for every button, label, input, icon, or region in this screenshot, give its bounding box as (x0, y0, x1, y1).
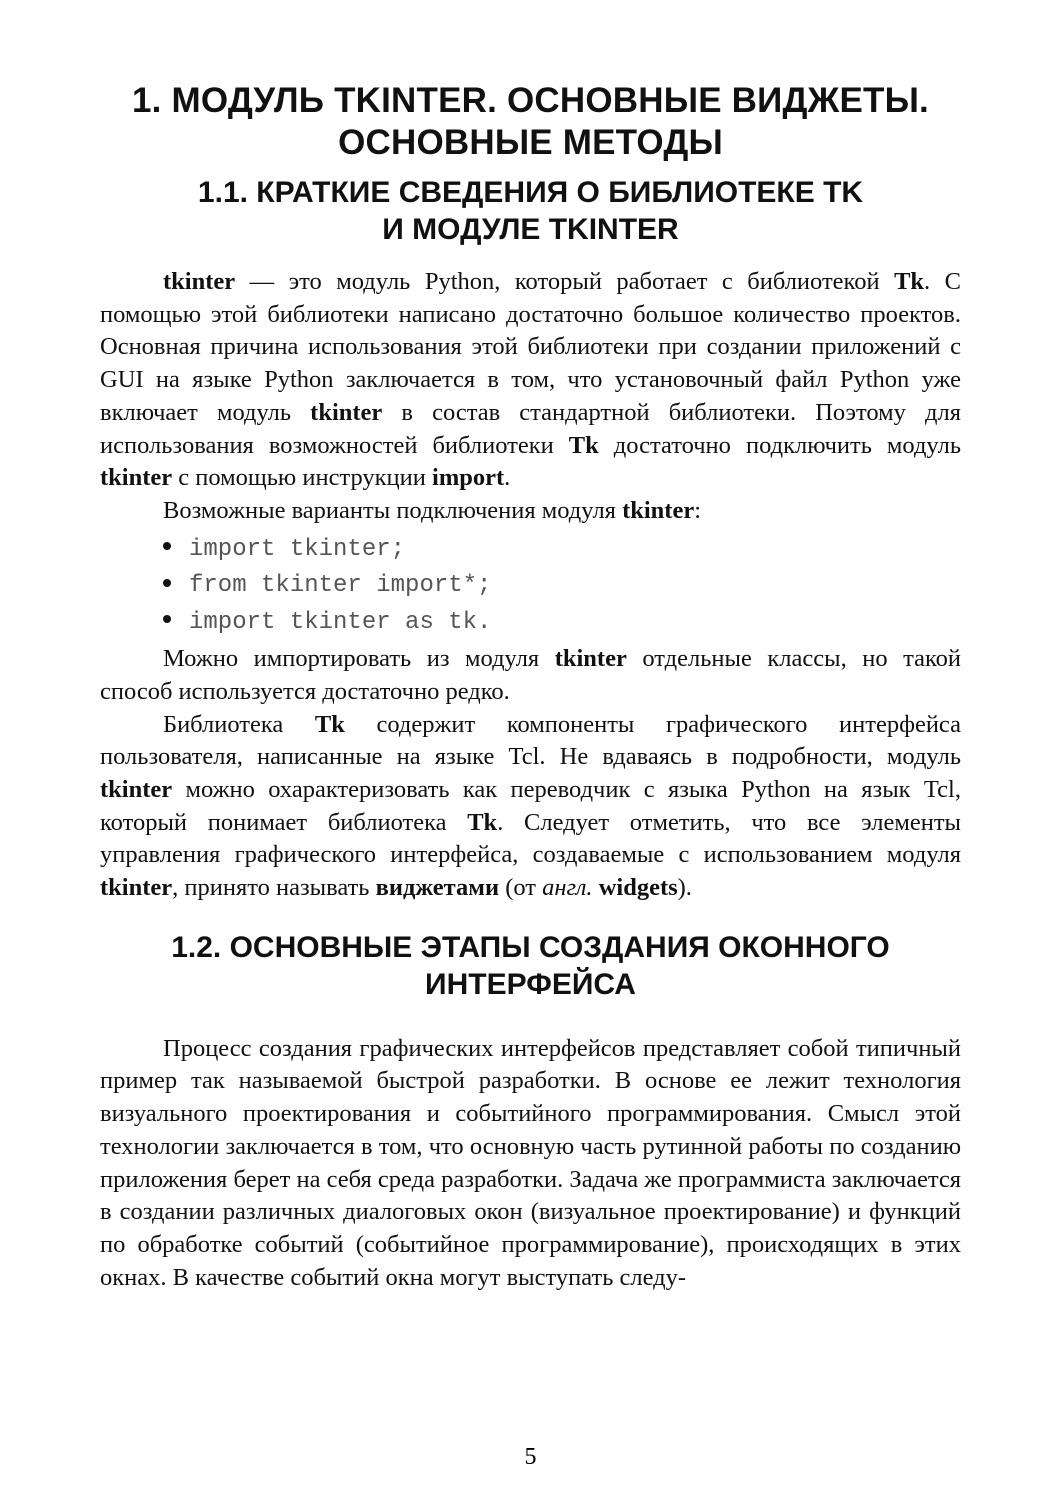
term-tk: Tk (568, 431, 599, 459)
paragraph-tkinter-intro (100, 266, 961, 495)
chapter-title (100, 80, 961, 164)
list-item (163, 532, 961, 569)
text-segment: ). (677, 874, 692, 902)
bullet-icon (163, 615, 171, 623)
term-tkinter: tkinter (163, 268, 236, 295)
term-tkinter: tkinter (100, 775, 173, 803)
text-segment: . (504, 464, 511, 492)
term-tkinter: tkinter (100, 874, 173, 902)
section-1-1-title-line-2: И МОДУЛЕ TKINTER (382, 213, 679, 246)
section-1-2-title (100, 929, 961, 1003)
paragraph-import-classes (100, 643, 961, 708)
text-segment: в состав стандартной библиотеки. Поэтому для использования возможностей библиотеки (100, 398, 961, 459)
text-segment: содержит компоненты графического интерфейса пользователя, написанные на языке Tcl. Не вдаваясь в подробности, модуль (100, 710, 961, 771)
term-tkinter: tkinter (310, 398, 383, 426)
code-text: from tkinter import*; (189, 572, 492, 600)
import-variants-list (100, 532, 961, 642)
text-segment: Возможные варианты подключения модуля (163, 496, 623, 524)
text-segment: (от (499, 874, 543, 902)
code-text: import tkinter; (189, 535, 406, 563)
chapter-title-line-1: 1. МОДУЛЬ TKINTER. ОСНОВНЫЕ ВИДЖЕТЫ. (132, 81, 929, 120)
text-segment: с помощью инструкции (172, 464, 433, 492)
term-widgets-en: widgets (598, 874, 678, 902)
paragraph-import-variants (100, 495, 961, 528)
text-segment: , принято называть (172, 874, 376, 902)
paragraph-tk-library (100, 709, 961, 905)
text-segment: : (694, 496, 702, 524)
abbrev-english: англ. (542, 874, 593, 902)
text-segment: Можно импортировать из модуля (163, 645, 555, 673)
term-tkinter: tkinter (622, 496, 695, 524)
list-item (163, 605, 961, 642)
paragraph-gui-process: Процесс создания графических интерфейсов представляет собой типичный пример так называемой быстрой разработки. В основе ее лежит технология визуального проектирования и событийного программирования. Смысл этой технологии заключается в том, что основную часть рутинной работы по созданию приложения берет на себя среда разработки. Задача же программиста заключается в создании различных диалоговых окон (визуальное проектирование) и функций по обработке событий (событийное программирование), происходящих в этих окнах. В качестве событий окна могут выступать следу- (100, 1034, 961, 1291)
text-segment: . С помощью этой библиотеки написано достаточно большое количество проектов. Основная причина использования этой библиотеки при создании приложений с GUI на языке Python заключается в том, что установочный файл Python уже включает модуль (100, 268, 961, 426)
text-segment: отдельные классы, но такой способ используется достаточно редко. (100, 645, 961, 705)
text-segment: можно охарактеризовать как переводчик с языка Python на язык Tcl, который понимает библиотека (100, 775, 961, 836)
chapter-title-line-2: ОСНОВНЫЕ МЕТОДЫ (338, 123, 723, 162)
section-1-1-title (100, 174, 961, 248)
section-1-2-title-line-2: ИНТЕРФЕЙСА (425, 967, 636, 1001)
text-segment: Библиотека (163, 710, 315, 738)
bullet-icon (163, 542, 171, 550)
text-segment: . Следует отметить, что все элементы управления графического интерфейса, создаваемые с использованием модуля (100, 808, 962, 869)
term-tk: Tk (314, 710, 345, 738)
term-import: import (432, 464, 505, 492)
section-1-1-title-line-1: 1.1. КРАТКИЕ СВЕДЕНИЯ О БИБЛИОТЕКЕ TK (197, 176, 864, 209)
term-tk: Tk (894, 268, 925, 295)
list-item (163, 568, 961, 605)
page-number: 5 (524, 1444, 537, 1470)
term-tkinter: tkinter (554, 645, 627, 673)
term-widgets-ru: виджетами (375, 874, 500, 902)
bullet-icon (163, 579, 171, 587)
term-tk: Tk (467, 808, 498, 836)
term-tkinter: tkinter (100, 464, 173, 492)
section-1-2-title-line-1: 1.2. ОСНОВНЫЕ ЭТАПЫ СОЗДАНИЯ ОКОННОГО (171, 930, 890, 964)
text-segment: достаточно подключить модуль (598, 431, 961, 459)
text-segment: — это модуль Python, который работает с библиотекой (235, 268, 895, 295)
code-text: import tkinter as tk. (189, 608, 492, 636)
